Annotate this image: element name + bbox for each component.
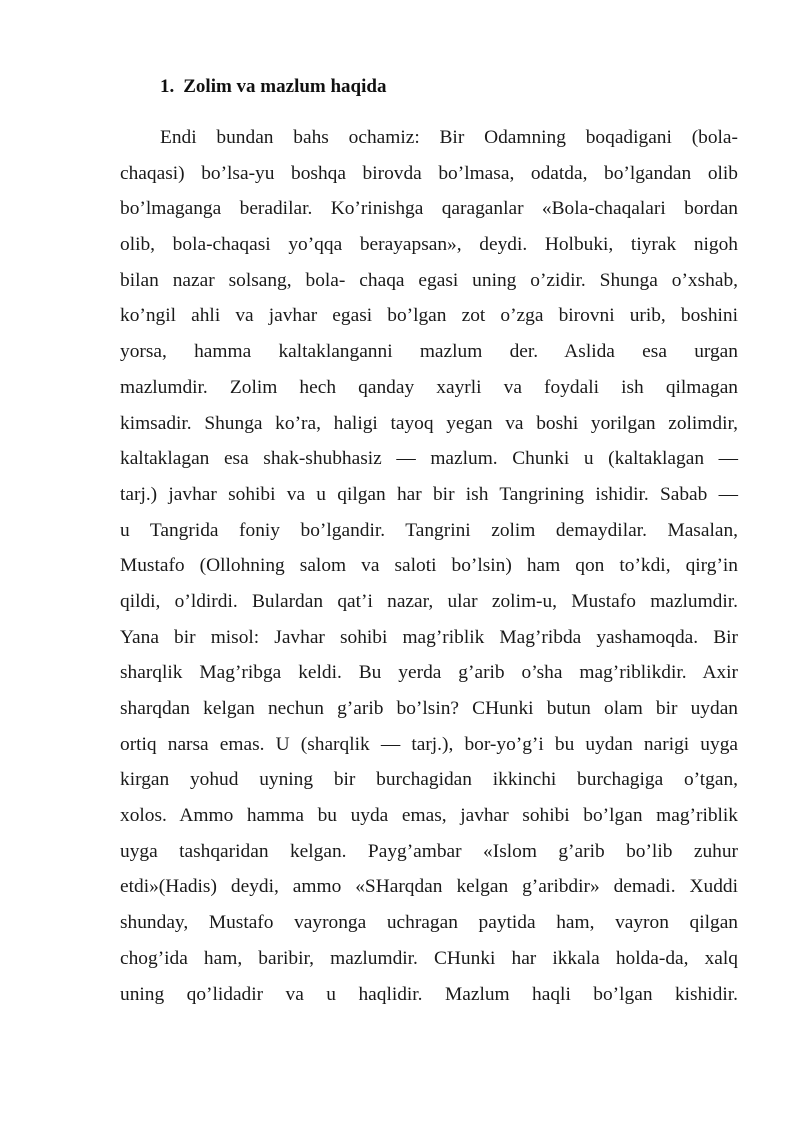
text-line: Yana bir misol: Javhar sohibi mag’riblik Mag’ribda yashamoqda. Bir [120, 626, 738, 648]
text-line: kirgan yohud uyning bir burchagidan ikkinchi burchagiga o’tgan, [120, 769, 738, 791]
text-line: shunday, Mustafo vayronga uchragan paytida ham, vayron qilgan [120, 912, 738, 934]
text-line: xolos. Ammo hamma bu uyda emas, javhar sohibi bo’lgan mag’riblik [120, 805, 738, 827]
text-line: sharqdan kelgan nechun g’arib bo’lsin? CHunki butun olam bir uydan [120, 698, 738, 719]
text-line: sharqlik Mag’ribga keldi. Bu yerda g’arib o’sha mag’riblikdir. Axir [120, 662, 738, 684]
text-line: ko’ngil ahli va javhar egasi bo’lgan zot o’zga birovni urib, boshini [120, 305, 738, 327]
text-line: kaltaklagan esa shak-shubhasiz — mazlum. Chunki u (kaltaklagan — [120, 448, 738, 470]
text-line: bilan nazar solsang, bola- chaqa egasi uning o’zidir. Shunga o’xshab, [120, 269, 738, 291]
text-line: mazlumdir. Zolim hech qanday xayrli va foydali ish qilmagan [120, 376, 738, 398]
section-number: 1. [160, 76, 175, 97]
text-line: u Tangrida foniy bo’lgandir. Tangrini zolim demaydilar. Masalan, [120, 519, 738, 541]
text-line: yorsa, hamma kaltaklanganni mazlum der. Aslida esa urgan [120, 341, 738, 363]
text-line: olib, bola-chaqasi yo’qqa berayapsan», deydi. Holbuki, tiyrak nigoh [120, 234, 738, 256]
text-line: Endi bundan bahs ochamiz: Bir Odamning boqadigani (bola- [160, 127, 738, 148]
text-line: chog’ida ham, baribir, mazlumdir. CHunki har ikkala holda-da, xalq [120, 947, 738, 969]
text-line: kimsadir. Shunga ko’ra, haligi tayoq yegan va boshi yorilgan zolimdir, [120, 412, 738, 434]
text-line: uning qo’lidadir va u haqlidir. Mazlum haqli bo’lgan kishidir. [120, 983, 738, 1005]
text-line: Mustafo (Ollohning salom va saloti bo’lsin) ham qon to’kdi, qirg’in [120, 555, 738, 577]
text-line: bo’lmaganga beradilar. Ko’rinishga qaraganlar «Bola-chaqalari bordan [120, 198, 738, 220]
text-line: chaqasi) bo’lsa-yu boshqa birovda bo’lmasa, odatda, bo’lgandan olib [120, 162, 738, 184]
text-line: tarj.) javhar sohibi va u qilgan har bir ish Tangrining ishidir. Sabab — [120, 483, 738, 505]
text-line: ortiq narsa emas. U (sharqlik — tarj.), bor-yo’g’i bu uydan narigi uyga [120, 733, 738, 755]
text-line: qildi, o’ldirdi. Bulardan qat’i nazar, ular zolim-u, Mustafo mazlumdir. [120, 590, 738, 612]
section-heading [160, 76, 386, 98]
text-line: etdi»(Hadis) deydi, ammo «SHarqdan kelgan g’aribdir» demadi. Xuddi [120, 876, 738, 898]
section-title: Zolim va mazlum haqida [183, 76, 387, 97]
text-line: uyga tashqaridan kelgan. Payg’ambar «Islom g’arib bo’lib zuhur [120, 840, 738, 862]
body-paragraph [120, 120, 738, 1012]
